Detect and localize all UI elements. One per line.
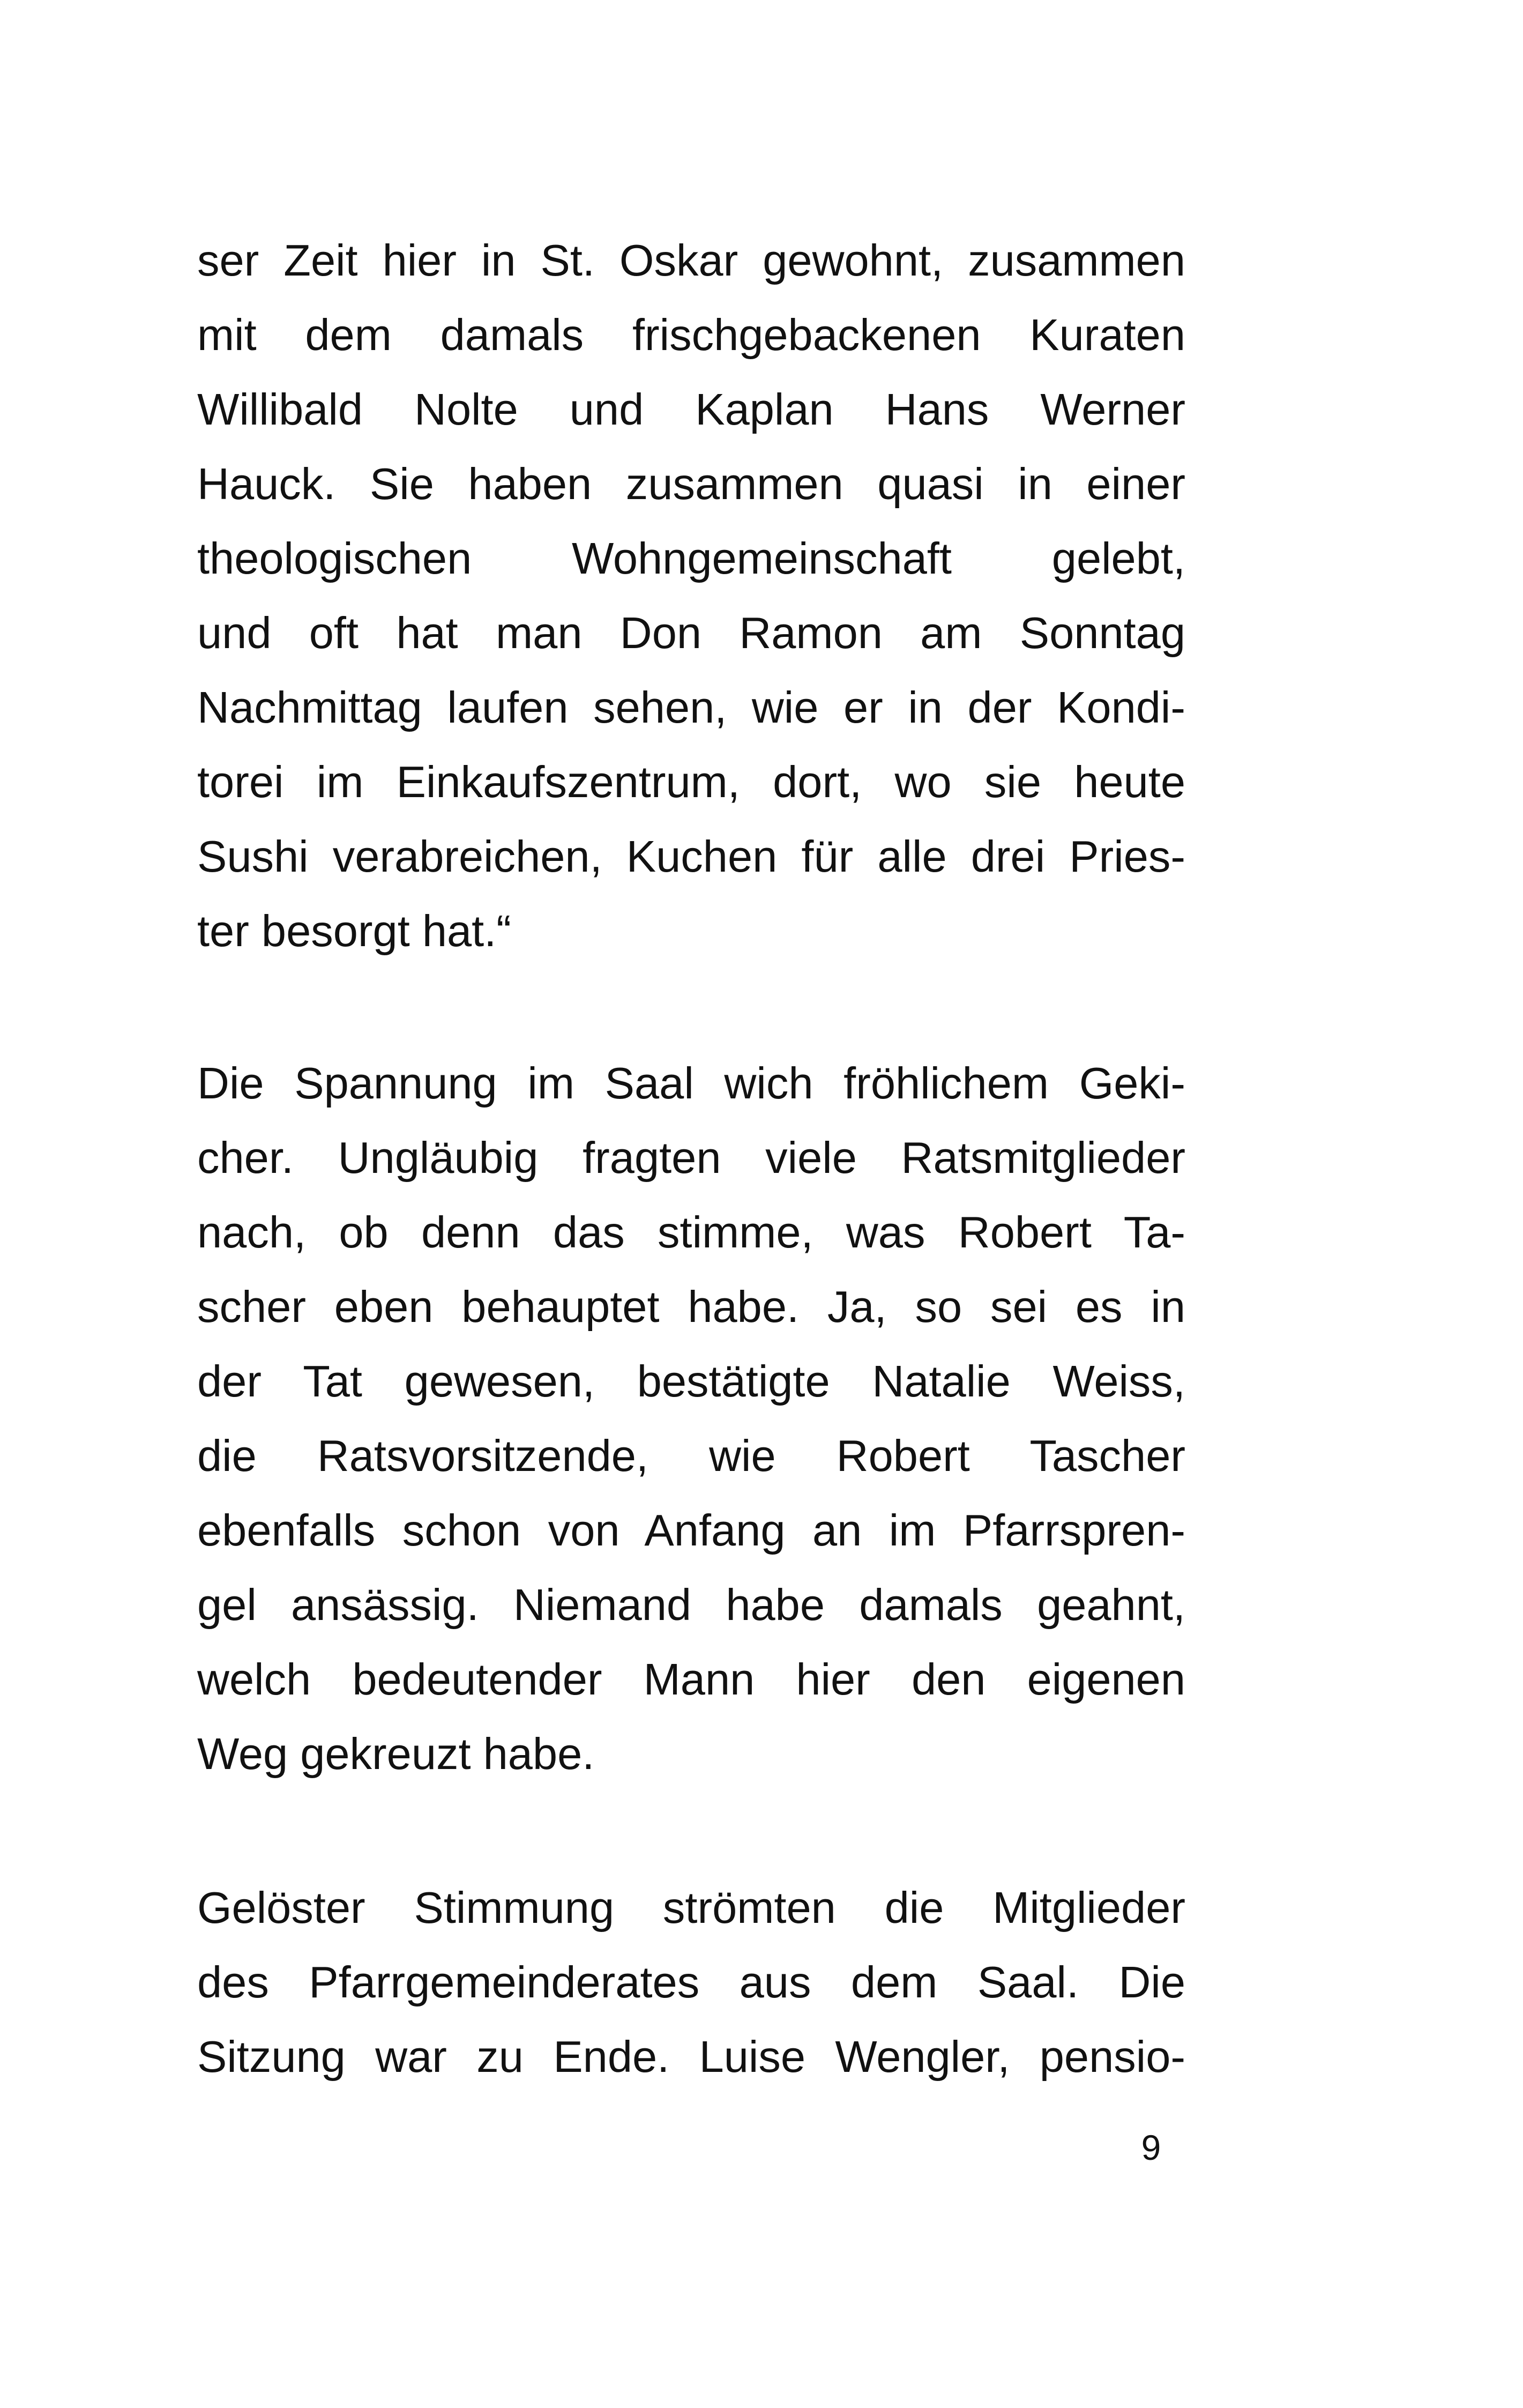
text-line: scher eben behauptet habe. Ja, so sei es in: [197, 1282, 1185, 1332]
text-line: cher. Ungläubig fragten viele Ratsmitglieder: [197, 1133, 1185, 1183]
page-number: 9: [1141, 2128, 1161, 2167]
text-line: und oft hat man Don Ramon am Sonntag: [197, 608, 1185, 658]
text-line: Die Spannung im Saal wich fröhlichem Geki-: [197, 1058, 1185, 1108]
text-line: gel ansässig. Niemand habe damals geahnt,: [197, 1580, 1185, 1630]
text-line: torei im Einkaufszentrum, dort, wo sie heute: [197, 757, 1185, 807]
text-line: Hauck. Sie haben zusammen quasi in einer: [197, 459, 1185, 509]
text-line: Gelöster Stimmung strömten die Mitglieder: [197, 1883, 1185, 1933]
paragraph-2: [197, 1046, 1185, 1791]
text-line: mit dem damals frischgebackenen Kuraten: [197, 310, 1185, 360]
text-line: Sushi verabreichen, Kuchen für alle drei Pries-: [197, 831, 1185, 881]
text-line: Sitzung war zu Ende. Luise Wengler, pensio-: [197, 2032, 1185, 2082]
text-line: des Pfarrgemeinderates aus dem Saal. Die: [197, 1957, 1185, 2007]
paragraph-3: [197, 1870, 1185, 2094]
paragraph-1: [197, 223, 1185, 968]
text-line: ter besorgt hat.“: [197, 906, 511, 956]
text-line: ser Zeit hier in St. Oskar gewohnt, zusammen: [197, 235, 1185, 285]
text-line: Nachmittag laufen sehen, wie er in der Kondi-: [197, 682, 1185, 732]
text-line: ebenfalls schon von Anfang an im Pfarrspren-: [197, 1505, 1185, 1555]
text-line: Willibald Nolte und Kaplan Hans Werner: [197, 384, 1185, 434]
text-line: Weg gekreuzt habe.: [197, 1729, 595, 1779]
text-line: die Ratsvorsitzende, wie Robert Tascher: [197, 1431, 1185, 1481]
text-line: theologischen Wohngemeinschaft gelebt,: [197, 533, 1185, 583]
text-line: der Tat gewesen, bestätigte Natalie Weiss,: [197, 1356, 1185, 1406]
text-line: welch bedeutender Mann hier den eigenen: [197, 1654, 1185, 1704]
text-line: nach, ob denn das stimme, was Robert Ta-: [197, 1207, 1185, 1257]
